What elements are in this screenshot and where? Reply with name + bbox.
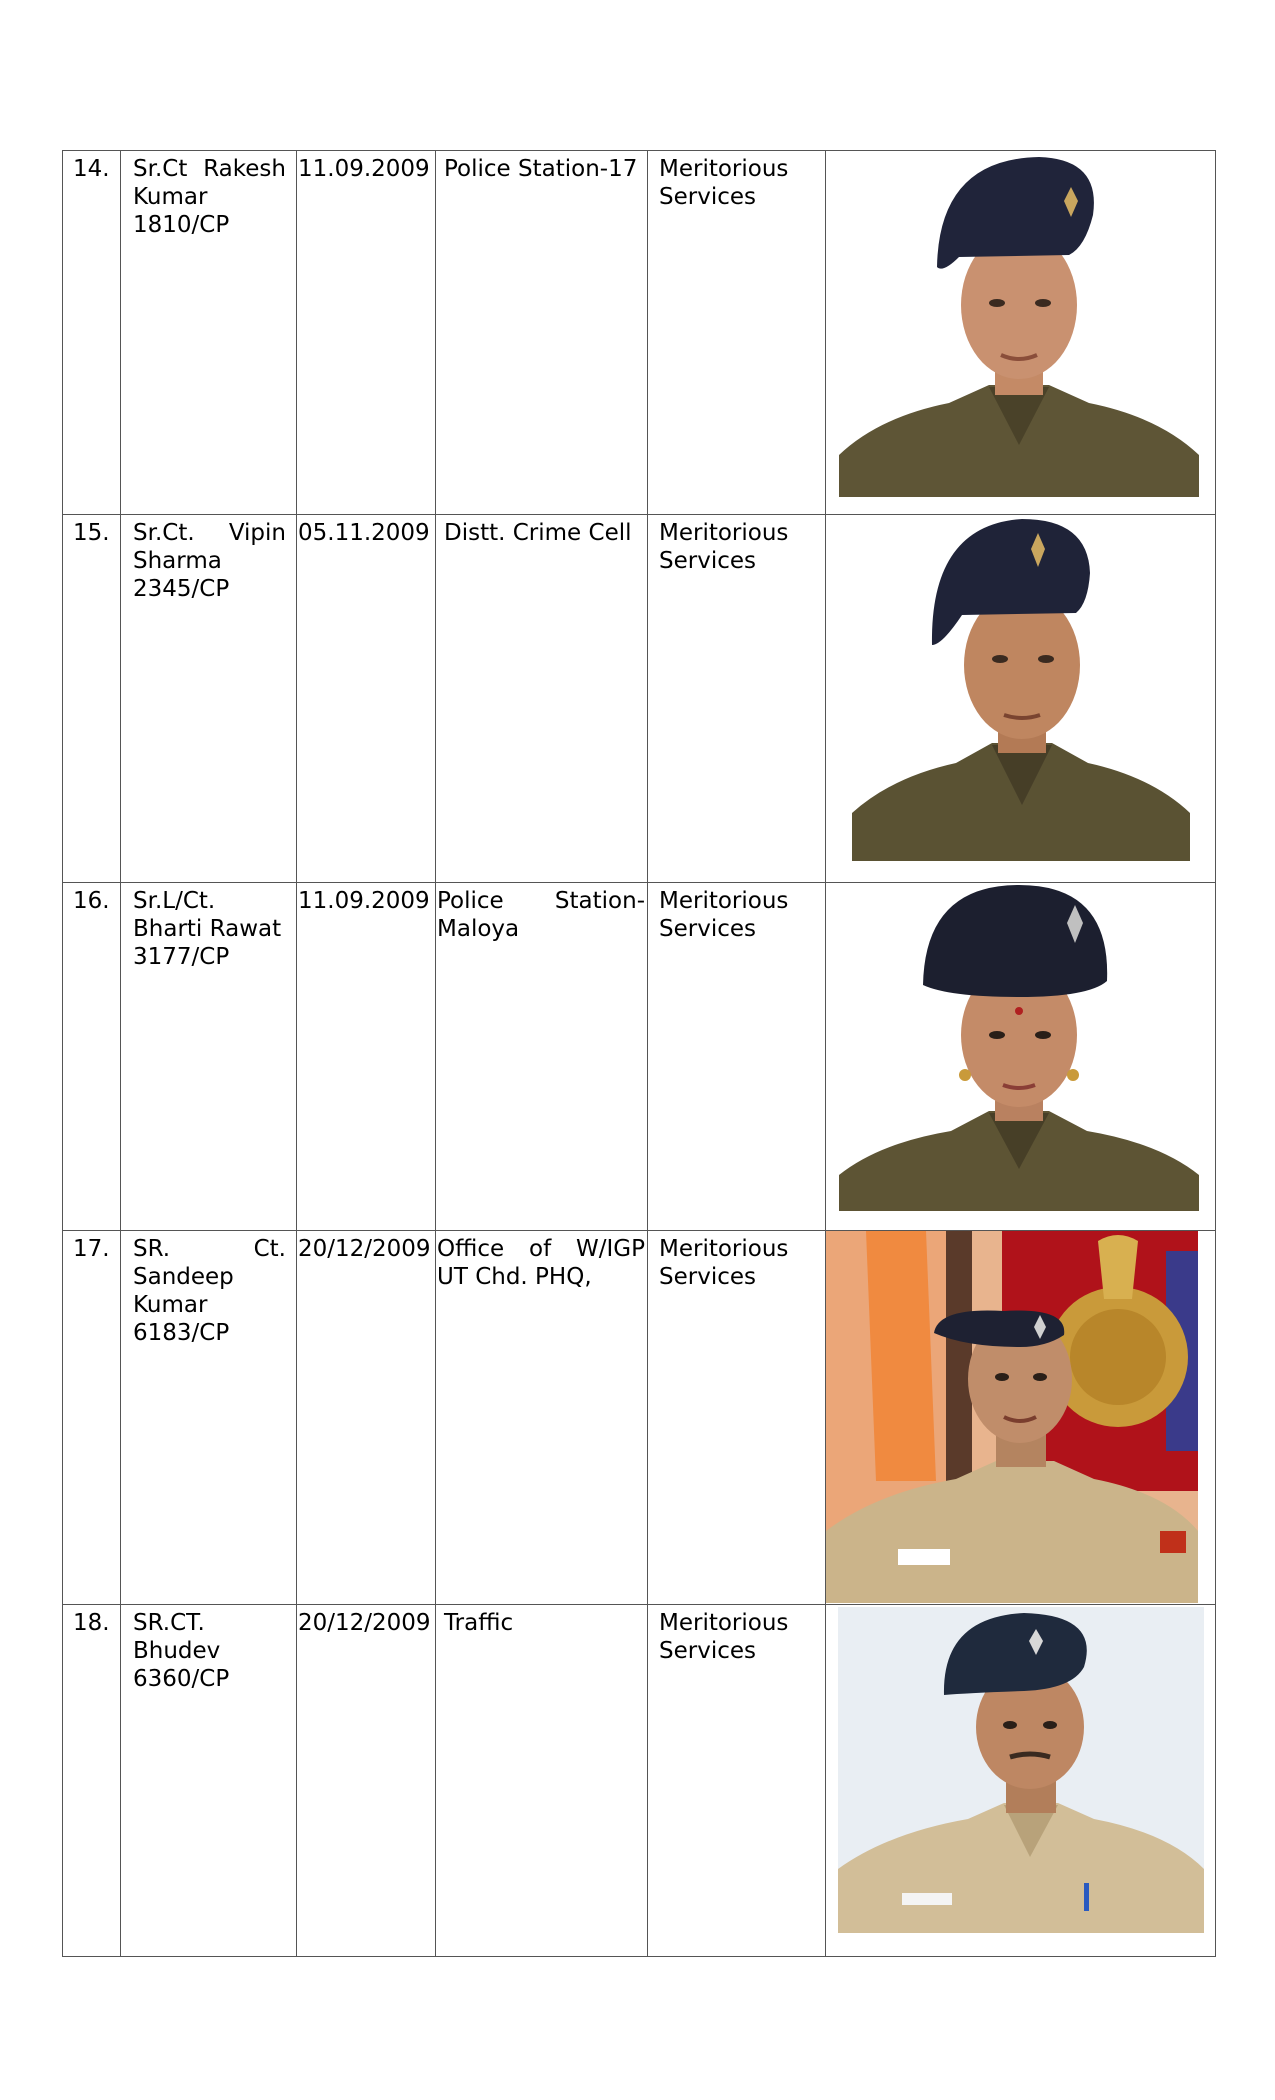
table-row (63, 1605, 1216, 1957)
officer-photo (839, 155, 1199, 497)
table-row (63, 883, 1216, 1231)
officer-name: Sr.Ct Rakesh Kumar (133, 156, 286, 210)
officer-name: SR. Ct. Sandeep Kumar (133, 1236, 286, 1318)
officer-id: 2345/CP (133, 576, 230, 602)
officer-id: 1810/CP (133, 212, 230, 238)
photo-cell (826, 1231, 1216, 1605)
award-reason: Meritorious Services (648, 883, 826, 1231)
posting: Office of W/IGP UT Chd. PHQ, (436, 1231, 648, 1605)
officer-name-cell (121, 515, 297, 883)
award-reason: Meritorious Services (648, 1605, 826, 1957)
award-reason: Meritorious Services (648, 515, 826, 883)
award-date: 20/12/2009 (297, 1605, 436, 1957)
officer-name-cell (121, 1231, 297, 1605)
posting: Distt. Crime Cell (436, 515, 648, 883)
photo-cell (826, 883, 1216, 1231)
posting: Police Station-Maloya (436, 883, 648, 1231)
serial-number: 14. (63, 151, 121, 515)
table-row (63, 151, 1216, 515)
table-row (63, 515, 1216, 883)
award-reason: Meritorious Services (648, 151, 826, 515)
award-date: 20/12/2009 (297, 1231, 436, 1605)
table-row (63, 1231, 1216, 1605)
award-date: 11.09.2009 (297, 151, 436, 515)
photo-cell (826, 1605, 1216, 1957)
officer-photo (852, 517, 1190, 861)
posting: Traffic (436, 1605, 648, 1957)
award-date: 05.11.2009 (297, 515, 436, 883)
officer-name: SR.CT. Bhudev (133, 1610, 221, 1664)
awardees-table (62, 150, 1216, 1957)
officer-name: Sr.L/Ct. Bharti Rawat (133, 888, 282, 942)
officer-name: Sr.Ct. Vipin Sharma (133, 520, 286, 574)
officer-name-cell (121, 151, 297, 515)
officer-photo (826, 1231, 1198, 1603)
officer-photo (838, 1607, 1204, 1933)
serial-number: 15. (63, 515, 121, 883)
officer-id: 6360/CP (133, 1666, 230, 1692)
officer-photo (839, 885, 1199, 1211)
award-reason: Meritorious Services (648, 1231, 826, 1605)
photo-cell (826, 151, 1216, 515)
serial-number: 16. (63, 883, 121, 1231)
award-date: 11.09.2009 (297, 883, 436, 1231)
photo-cell (826, 515, 1216, 883)
posting: Police Station-17 (436, 151, 648, 515)
serial-number: 18. (63, 1605, 121, 1957)
officer-name-cell (121, 1605, 297, 1957)
officer-name-cell (121, 883, 297, 1231)
officer-id: 6183/CP (133, 1320, 230, 1346)
officer-id: 3177/CP (133, 944, 230, 970)
serial-number: 17. (63, 1231, 121, 1605)
